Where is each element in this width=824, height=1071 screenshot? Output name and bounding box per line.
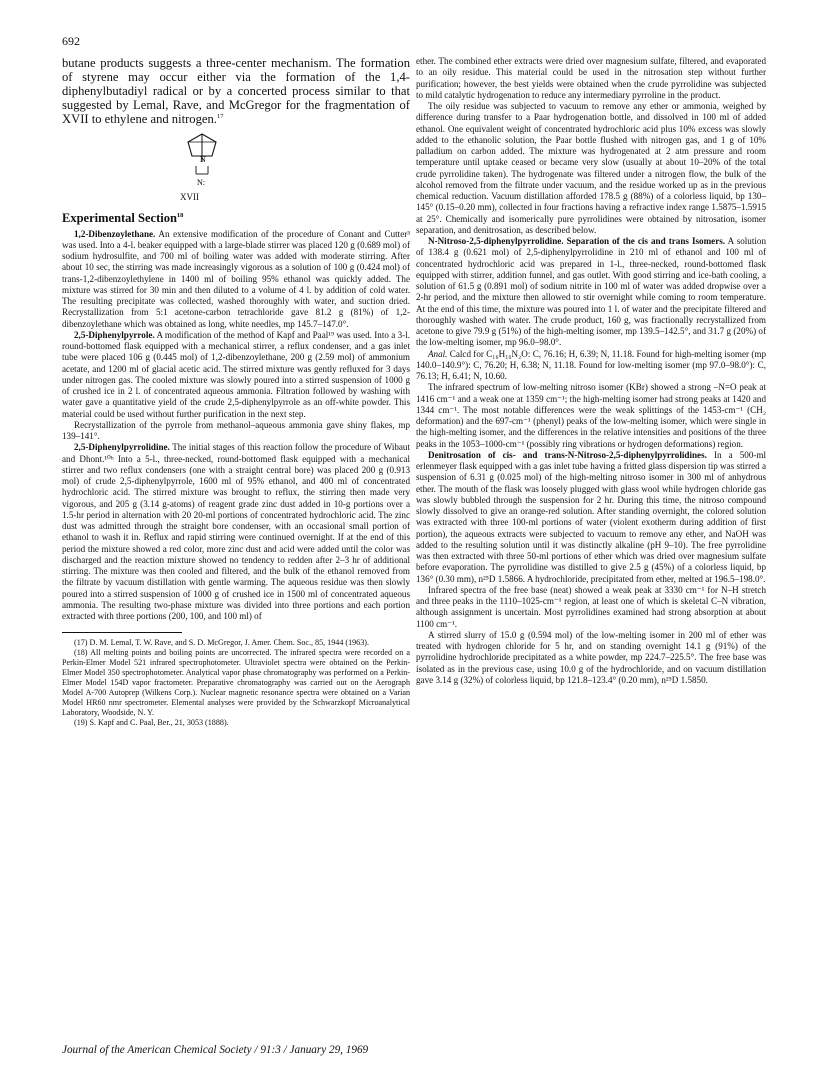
text-recrystallization: Recrystallization of the pyrrole from methanol–aqueous ammonia gave shiny flakes, mp 139–141°. [62,419,410,441]
paragraph-nitroso [416,236,766,349]
structure-xvii [172,132,232,190]
paragraph-diphenylpyrrole [62,330,410,420]
paragraph-ether-extracts [416,56,766,101]
heading-nitroso: N-Nitroso-2,5-diphenylpyrrolidine. Separation of the cis and trans Isomers. [428,236,726,246]
text-nitroso: A solution of 138.4 g (0.621 mol) of 2,5-diphenylpyrrolidine in 210 ml of ethanol and 100 ml of concentrated hydrochloric acid was prepared in 1-l., three-necked, round-bottomed flask equipped with stirrer, addition funnel, and gas outlet. With good stirring and ice-bath cooling, a solution of 61.5 g (0.891 mol) of sodium nitrite in 100 ml of water was added dropwise over a 2-hr period, and the mixture then allowed to stir overnight while coming to room temperature. At the end of this time, the mixture was poured into 1 l. of water and the precipitate filtered and thoroughly washed with water. The crude product, 160 g, was fractionally recrystallized from acetone to give 79.9 g (51%) of the high-melting isomer, mp 139.5–142.5°, and 31.7 g (20%) of the low-melting isomer, mp 96.0–98.0°. [416,236,766,348]
footnote-19: (19) S. Kapf and C. Paal, Ber., 21, 3053 (1888). [74,717,229,727]
heading-diphenylpyrrole: 2,5-Diphenylpyrrole. [74,329,155,340]
heading-denitrosation: Denitrosation of cis- and trans-N-Nitroso-2,5-diphenylpyrrolidines. [428,449,707,460]
heading-dibenzoylethane: 1,2-Dibenzoylethane. [74,228,156,239]
footnote-17: (17) D. M. Lemal, T. W. Rave, and S. D. McGregor, J. Amer. Chem. Soc., 85, 1944 (1963). [74,638,369,648]
text-analysis: Calcd for C₁₆H₁₆N₂O: C, 76.16; H, 6.39; N, 11.18. Found for high-melting isomer (mp 140.0–140.9°): C, 76.20; H, 6.38; N, 11.18. Found for low-melting isomer (mp 97.0–98.0°): C, 76.13; H, 6.41; N, 10.60. [416,348,766,381]
structure-label: XVII [180,192,199,202]
text-ether-extracts: ether. The combined ether extracts were dried over magnesium sulfate, filtered, and evaporated to an oily residue. This material could be used in the nitrosation step without further purification; however, the best yields were obtained when the crude pyrrolidine was subjected to mild catalytic hydrogenation to reduce any intermediary pyrroline in the product. [416,56,766,100]
heading-diphenylpyrrolidine: 2,5-Diphenylpyrrolidine. [74,442,170,453]
right-column [416,56,766,686]
text-diphenylpyrrole: A modification of the method of Kapf and Paal¹⁹ was used. Into a 3-l. round-bottomed flask equipped with a mechanical stirrer, a reflux condenser, and a gas inlet tube were placed 106 g (0.445 mol) of 1,2-dibenzoylethane, 200 g (2.59 mol) of ammonium acetate, and 1200 ml of glacial acetic acid. The stirred mixture was gently refluxed for 3 days under nitrogen gas. The cooled mixture was slowly poured into a stirred suspension of 1000 g of crushed ice in 2 l. of concentrated aqueous ammonia. Filtration followed by washing with water gave a quantitative yield of the crude 2,5-diphenylpyrrole as an off-white powder. This material could be used without further purification in the next step. [62,329,410,419]
text-infrared: The infrared spectrum of low-melting nitroso isomer (KBr) showed a strong –N=O peak at 1416 cm⁻¹ and a weak one at 1359 cm⁻¹; the high-melting isomer had strong peaks at 1420 and 1344 cm⁻¹. The most notable differences were the weak splittings of the 1453-cm⁻¹ (CH₂ deformation) and the 697-cm⁻¹ (phenyl) peaks of the low-melting isomer, which were single in the high-melting isomer, and the differences in the relative intensities and positions of the three peaks in the 1053–1000-cm⁻¹ (possibly ring vibrations or hydrogen deformations) region. [416,382,766,449]
journal-footer: Journal of the American Chemical Society / 91:3 / January 29, 1969 [62,1044,369,1056]
paragraph-diphenylpyrrolidine [62,442,410,622]
structure-atom-n-top: N [200,155,206,164]
section-title [62,213,410,224]
paragraph-low-melting [416,630,766,686]
heading-analysis: Anal. [428,348,448,359]
intro-ref: 17 [216,112,224,120]
paragraph-analysis [416,349,766,383]
section-ref: 18 [176,212,184,220]
paragraph-recrystallization [62,420,410,443]
footnote-18: (18) All melting points and boiling points are uncorrected. The infrared spectra were recorded on a Perkin-Elmer Model 521 infrared spectrophotometer. Ultraviolet spectra were obtained on the Perkin-Elmer Model 350 spectrophotometer. Analytical vapor phase chromatography was performed on a Perkin-Elmer Model 154D vapor fractometer. Preparative chromatography was carried out on the Aerograph Model A-700 Autoprep (Wilkens Corp.). Nuclear magnetic resonance spectra were obtained on a Varian Model HR60 nmr spectrometer. Elemental analyses were provided by the Schwarzkopf Microanalytical Laboratory, Woodside, N. Y. [62,648,410,717]
page-number: 692 [62,34,80,48]
paragraph-denitrosation [416,450,766,585]
text-infrared-free-base: Infrared spectra of the free base (neat) showed a weak peak at 3330 cm⁻¹ for N–H stretch and three peaks in the 1110–1025-cm⁻¹ region, at least one of which is skeletal C–N vibration, although assignment is uncertain. Most pyrrolidines examined had strong absorption at about 1100 cm⁻¹. [416,584,766,629]
section-title-text: Experimental Section [62,211,177,226]
text-dibenzoylethane: An extensive modification of the procedure of Conant and Cutter³ was used. Into a 4-l. beaker equipped with a large-blade stirrer was placed 120 g (0.689 mol) of sodium hydrosulfite, and 700 ml of boiling water was added with moderate stirring. After about 10 sec, the stirring was made increasingly vigorous as a solution of 100 g (0.424 mol) of trans-1,2-dibenzoylethylene in 1400 ml of boiling 95% ethanol was quickly added. The mixture was stirred for 30 min and then diluted to a volume of 4 l. by addition of cold water. The resulting precipitate was collected, washed thoroughly with water, and suction dried. Recrystallization from 5:1 acetone-carbon tetrachloride gave 81.2 g (81%) of 1,2-dibenzoylethane which was obtained as long, white needles, mp 145.7–147.0°. [62,228,410,329]
paragraph-infrared-free-base [416,585,766,630]
footnote-rule [62,632,182,633]
left-column [62,56,410,727]
paragraph-infrared [416,382,766,450]
text-low-melting: A stirred slurry of 15.0 g (0.594 mol) of the low-melting isomer in 200 ml of ether was treated with hydrogen chloride for 5 hr, and on standing overnight 14.1 g (91%) of the pyrrolidine hydrochloride precipitated as a white powder, mp 224.7–225.5°. The free base was isolated as in the previous case, using 10.0 g of the hydrochloride, and on vacuum distillation gave 3.14 g (32%) of colorless liquid, bp 121.8–123.4° (0.20 mm), n²⁵D 1.5850. [416,629,766,685]
paragraph-dibenzoylethane [62,229,410,330]
text-diphenylpyrrolidine: The initial stages of this reaction follow the procedure of Wibaut and Dhont.¹⁰ᵇ Into a 5-l., three-necked, round-bottomed flask equipped with a mechanical stirrer and two reflux condensers (one with a straight central bore) was placed 200 g (0.913 mol) of crude 2,5-diphenylpyrrole, 1600 ml of 95% ethanol, and 400 ml of concentrated hydrochloric acid. The stirred mixture was brought to reflux, the stirring then made very vigorous, and 205 g (3.14 g-atoms) of reagent grade zinc dust added in 10-g portions over a 1.5-hr period in alternation with 20 20-ml portions of concentrated hydrochloric acid. The zinc dust was admitted through the straight bore condenser, with an occasional small portion of ethanol to wash it in. Reflux and rapid stirring were continued overnight. If at the end of this period the mixture showed a red color, more zinc dust and acid were added until the color was discharged and the reaction mixture showed no tendency to redden after 2–3 hr of additional stirring. The mixture was then cooled and filtered, and the bulk of the ethanol removed from the filtrate by vacuum distillation with gentle warming. The aqueous residue was then slowly poured into a stirred suspension of 1000 g of crushed ice in 1500 ml of concentrated aqueous ammonia. The resulting two-phase mixture was divided into three portions and each portion extracted with three portions (200, 100, and 100 ml) of [62,442,410,621]
paragraph-hydrogenation [416,101,766,236]
text-hydrogenation: The oily residue was subjected to vacuum to remove any ether or ammonia, weighed by difference during transfer to a Paar hydrogenation bottle, and dissolved in 100 ml of added ethanol. One equivalent weight of concentrated hydrochloric acid plus 10% excess was slowly added to the ethanolic solution, the Paar bottle flushed with nitrogen gas, and 1 g of 10% palladium on carbon added. The mixture was hydrogenated at 2 atm pressure and room temperature until uptake ceased or became very slow (usually at about 10–20% of the total crude pyrrolidine taken). The hydrogenate was filtered under a nitrogen flow, the bulk of the alcohol removed from the filtrate under vacuum, and the residue worked up as in the previous chemical reduction. Vacuum distillation afforded 178.5 g (88%) of a colorless liquid, bp 130–145° (0.15–0.20 mm), collected in four fractions having a refractive index range 1.5875–1.5915 at 25°. Chemically and isomerically pure pyrrolidines were obtained by nitrosation, isomer separation, and denitrosation, as described below. [416,101,766,235]
intro-paragraph [62,56,410,126]
structure-atom-n: N: [197,178,205,187]
intro-text: butane products suggests a three-center mechanism. The formation of styrene may occur either via the formation of the 1,4-diphenylbutadiyl radical or by a concerted process similar to that suggested by Lemal, Rave, and McGregor for the fragmentation of XVII to ethylene and nitrogen. [62,56,410,126]
text-denitrosation: In a 500-ml erlenmeyer flask equipped with a gas inlet tube having a fritted glass dispersion tip was stirred a suspension of 6.31 g (0.025 mol) of the high-melting nitroso isomer in 300 ml of anhydrous ether. The mouth of the flask was loosely plugged with glass wool while hydrogen chloride gas was slowly bubbled through the suspension for 2 hr. During this time, the nitroso compound slowly dissolved to give an orange-red solution. After standing overnight, the colored solution was extracted with three 100-ml portions of water (violent exotherm during addition of first portion), the aqueous extracts were subjected to vacuum to remove any ether, and NaOH was added to the resulting solution until it was distinctly alkaline (pH 9–10). The free pyrrolidine was then extracted with three 50-ml portions of ether which was dried over magnesium sulfate before evaporation. The pyrrolidine was distilled to give 2.5 g (45%) of a colorless liquid, bp 136° (0.30 mm), n²⁵D 1.5866. A hydrochloride, precipitated from ether, melted at 196.5–198.0°. [416,449,767,584]
